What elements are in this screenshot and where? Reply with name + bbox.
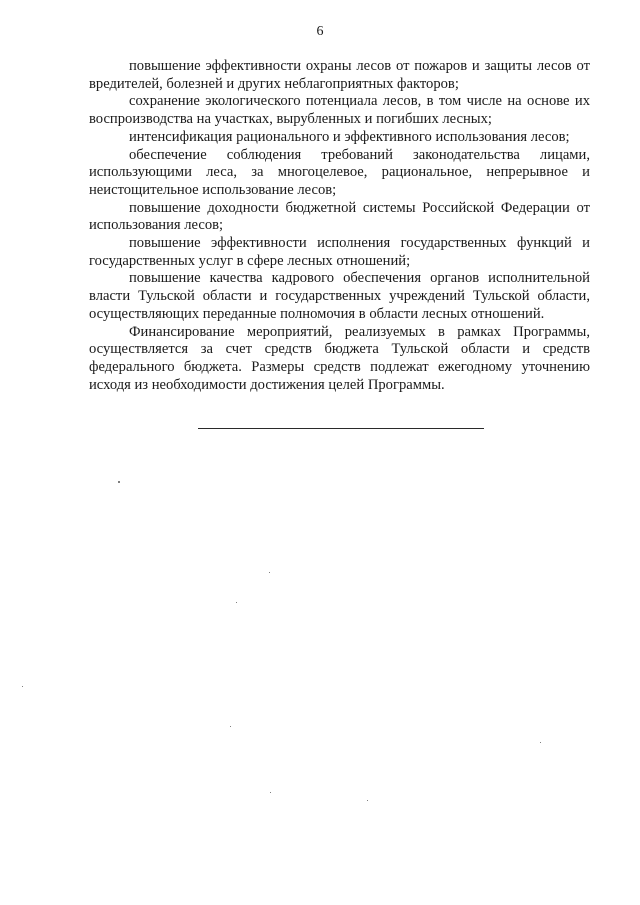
document-body — [89, 58, 590, 394]
scan-speck — [230, 726, 231, 727]
scan-speck — [540, 742, 541, 743]
scan-speck — [270, 792, 271, 793]
paragraph-intensification: интенсификация рационального и эффективного использования лесов; — [129, 128, 570, 145]
paragraph-budget-revenue: повышение доходности бюджетной системы Российской Федерации от использования лесов; — [89, 199, 590, 234]
paragraph-forest-protection: повышение эффективности охраны лесов от пожаров и защиты лесов от вредителей, болезней и других неблагоприятных факторов; — [89, 58, 590, 92]
scan-speck — [236, 602, 237, 603]
paragraph-ecological-potential: сохранение экологического потенциала лесов, в том числе на основе их воспроизводства на участках, вырубленных и погибших лесных; — [89, 93, 590, 128]
paragraph-legal-compliance: обеспечение соблюдения требований законодательства лицами, использующими леса, за многоцелевое, рациональное, непрерывное и неистощительное использование лесов; — [89, 146, 590, 198]
paragraph-state-functions: повышение эффективности исполнения государственных функций и государственных услуг в сфере лесных отношений; — [89, 235, 590, 269]
paragraph-financing: Финансирование мероприятий, реализуемых в рамках Программы, осуществляется за счет средств бюджета Тульской области и средств федерального бюджета. Размеры средств подлежат ежегодному уточнению исходя из необходимости достижения целей Программы. — [89, 323, 590, 393]
scan-speck — [269, 572, 270, 573]
scan-speck — [367, 800, 368, 801]
paragraph-staffing: повышение качества кадрового обеспечения органов исполнительной власти Тульской области и государственных учреждений Тульской области, осуществляющих переданные полномочия в области лесных отношений. — [89, 270, 590, 322]
scan-speck — [22, 686, 23, 687]
scan-speck — [118, 481, 120, 483]
page-number: 6 — [316, 24, 324, 39]
end-of-text-rule — [198, 428, 484, 429]
